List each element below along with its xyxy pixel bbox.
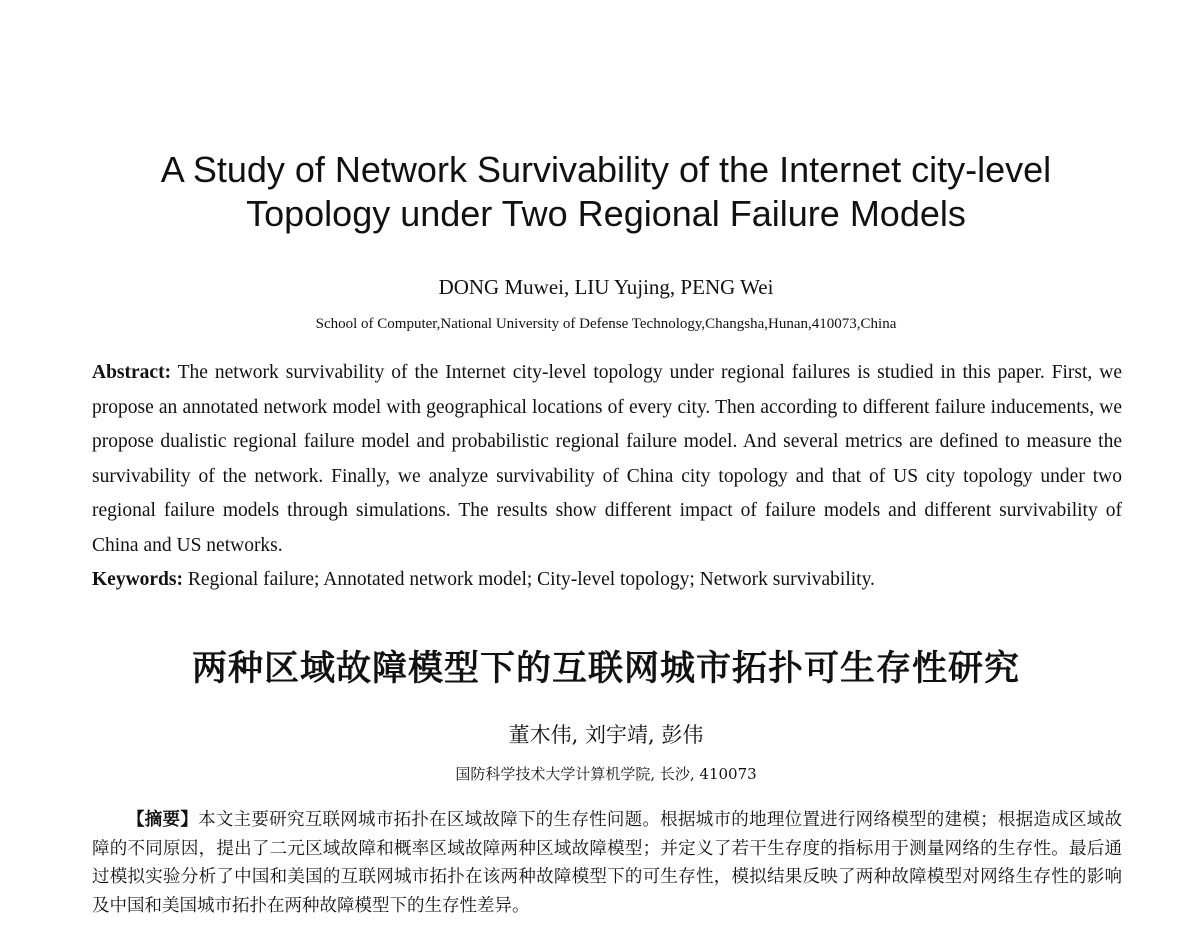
english-abstract-label: Abstract: xyxy=(92,362,172,383)
english-keywords-text: Regional failure; Annotated network model; City-level topology; Network survivability. xyxy=(183,569,875,590)
chinese-abstract-label: 【摘要】 xyxy=(127,810,199,830)
english-abstract-text: The network survivability of the Internet city-level topology under regional failures is studied in this paper. First, we propose an annotated network model with geographical locations of every city. Then according to different failure inducements, we propose dualistic regional failure model and probabilistic regional failure model. And several metrics are defined to measure the survivability of the network. Finally, we analyze survivability of China city topology and that of US city topology under two regional failure models through simulations. The results show different impact of failure models and different survivability of China and US networks. xyxy=(92,362,1122,556)
english-title xyxy=(100,148,1112,236)
chinese-authors: 董木伟, 刘宇靖, 彭伟 xyxy=(508,723,704,747)
english-keywords xyxy=(92,563,1122,597)
english-keywords-label: Keywords: xyxy=(92,569,183,590)
english-affiliation: School of Computer,National University of Defense Technology,Changsha,Hunan,410073,China xyxy=(315,316,897,332)
chinese-title: 两种区域故障模型下的互联网城市拓扑可生存性研究 xyxy=(191,649,1020,689)
chinese-affiliation: 国防科学技术大学计算机学院, 长沙, 410073 xyxy=(455,765,757,783)
chinese-abstract xyxy=(92,806,1122,920)
english-title-line-1: A Study of Network Survivability of the Internet city-level xyxy=(160,149,1052,190)
chinese-abstract-text: 本文主要研究互联网城市拓扑在区域故障下的生存性问题。根据城市的地理位置进行网络模型的建模；根据造成区域故障的不同原因，提出了二元区域故障和概率区域故障两种区域故障模型；并定义了若干生存度的指标用于测量网络的生存性。最后通过模拟实验分析了中国和美国的互联网城市拓扑在该两种故障模型下的可生存性，模拟结果反映了两种故障模型对网络生存性的影响及中国和美国城市拓扑在两种故障模型下的生存性差异。 xyxy=(92,810,1122,916)
english-authors: DONG Muwei, LIU Yujing, PENG Wei xyxy=(438,275,774,299)
english-abstract xyxy=(92,356,1122,564)
english-title-line-2: Topology under Two Regional Failure Models xyxy=(246,193,966,234)
